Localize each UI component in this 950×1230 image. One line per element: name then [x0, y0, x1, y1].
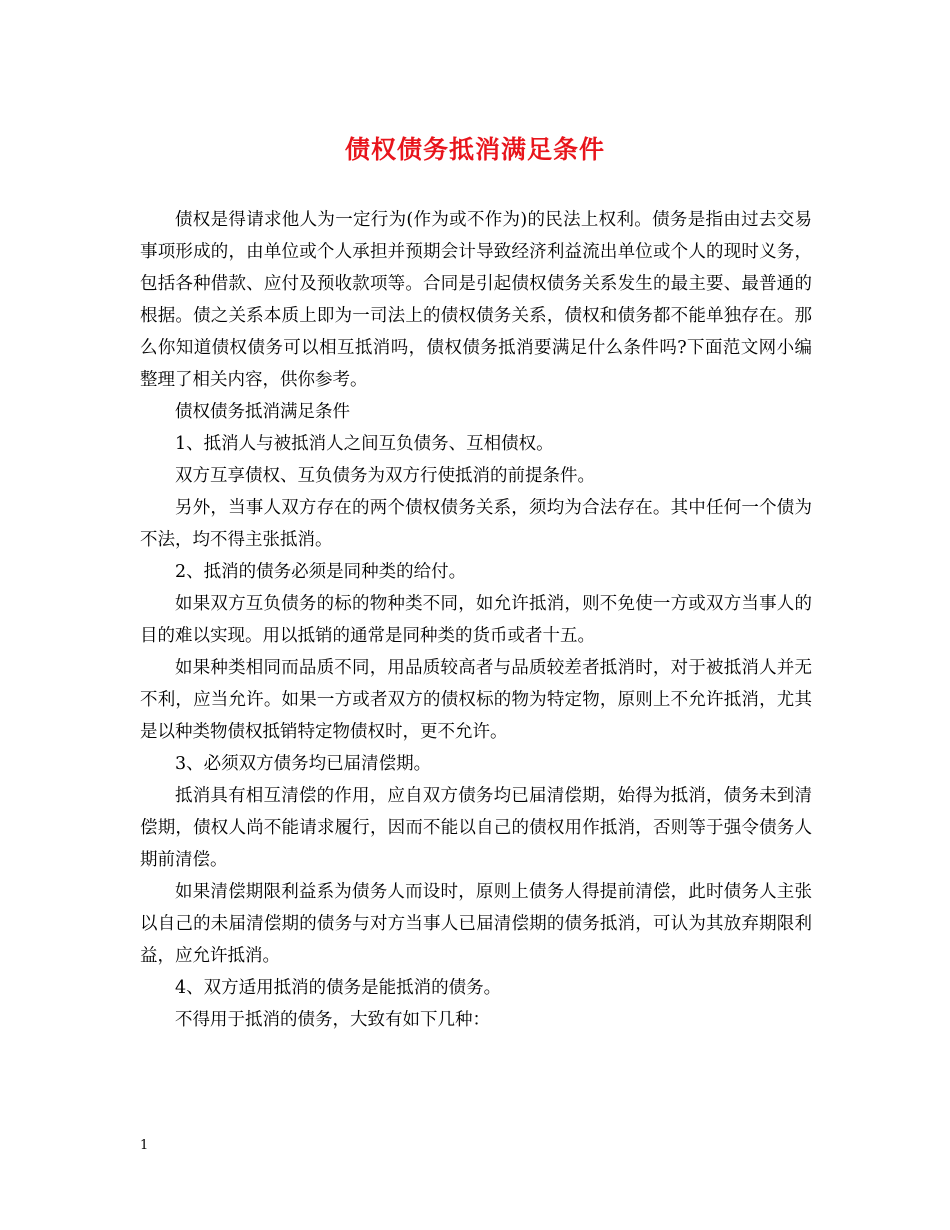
- paragraph: 如果双方互负债务的标的物种类不同，如允许抵消，则不免使一方或双方当事人的目的难以实现。用以抵销的通常是同种类的货币或者十五。: [140, 594, 812, 646]
- paragraph-condition-3: 3、必须双方债务均已届清偿期。: [175, 754, 432, 774]
- paragraph-subheading: 债权债务抵消满足条件: [175, 402, 350, 422]
- paragraph-condition-4: 4、双方适用抵消的债务是能抵消的债务。: [175, 978, 502, 998]
- paragraph: 不得用于抵消的债务，大致有如下几种：: [175, 1010, 490, 1030]
- document-title: 债权债务抵消满足条件: [344, 135, 605, 164]
- document-body: [140, 204, 812, 1036]
- paragraph: 如果清偿期限利益系为债务人而设时，原则上债务人得提前清偿，此时债务人主张以自己的未届清偿期的债务与对方当事人已届清偿期的债务抵消，可认为其放弃期限利益，应允许抵消。: [140, 882, 812, 966]
- paragraph-condition-2: 2、抵消的债务必须是同种类的给付。: [175, 562, 467, 582]
- paragraph: 如果种类相同而品质不同，用品质较高者与品质较差者抵消时，对于被抵消人并无不利，应当允许。如果一方或者双方的债权标的物为特定物，原则上不允许抵消，尤其是以种类物债权抵销特定物债权时，更不允许。: [140, 658, 812, 742]
- paragraph-intro: 债权是得请求他人为一定行为(作为或不作为)的民法上权利。债务是指由过去交易事项形成的，由单位或个人承担并预期会计导致经济利益流出单位或个人的现时义务，包括各种借款、应付及预收款项等。合同是引起债权债务关系发生的最主要、最普通的根据。债之关系本质上即为一司法上的债权债务关系，债权和债务都不能单独存在。那么你知道债权债务可以相互抵消吗，债权债务抵消要满足什么条件吗?下面范文网小编整理了相关内容，供你参考。: [140, 210, 812, 390]
- paragraph-condition-1: 1、抵消人与被抵消人之间互负债务、互相债权。: [175, 434, 554, 454]
- paragraph: 双方互享债权、互负债务为双方行使抵消的前提条件。: [175, 466, 595, 486]
- paragraph: 另外，当事人双方存在的两个债权债务关系，须均为合法存在。其中任何一个债为不法，均不得主张抵消。: [140, 498, 812, 550]
- paragraph: 抵消具有相互清偿的作用，应自双方债务均已届清偿期，始得为抵消，债务未到清偿期，债权人尚不能请求履行，因而不能以自己的债权用作抵消，否则等于强令债务人期前清偿。: [140, 786, 812, 870]
- page-number: 1: [140, 1138, 149, 1153]
